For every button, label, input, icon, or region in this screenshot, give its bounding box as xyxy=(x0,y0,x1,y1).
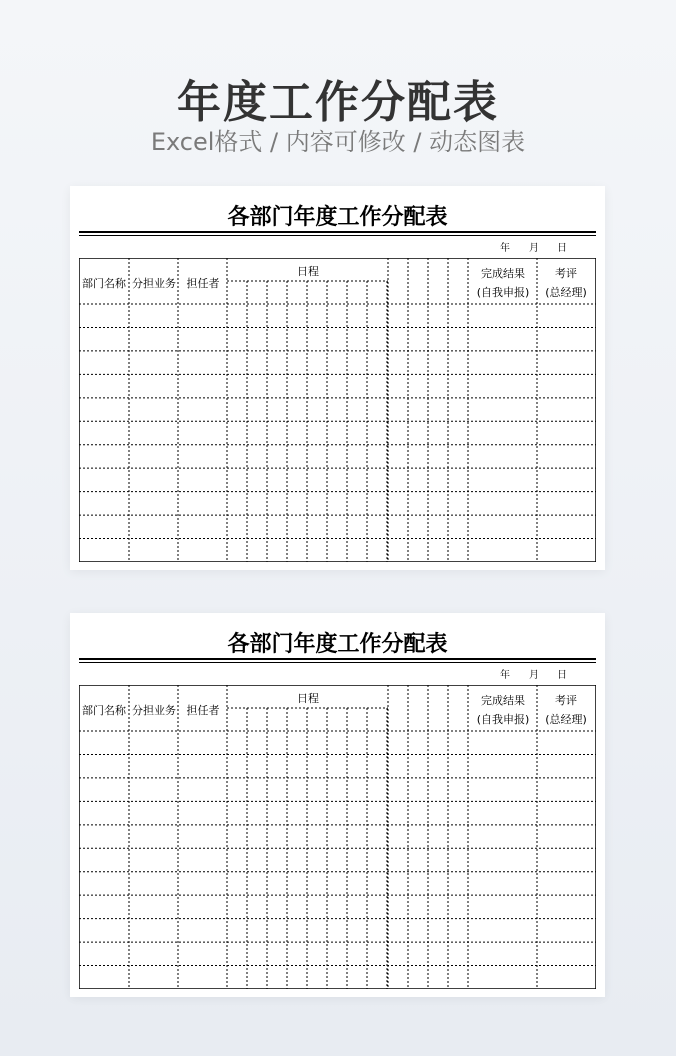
header-owner: 担任者 xyxy=(186,277,220,290)
table-grid xyxy=(79,258,596,562)
header-review: 考评 xyxy=(555,267,577,280)
date-day-label: 日 xyxy=(557,243,567,254)
table-grid xyxy=(79,685,596,989)
header-result-sub: (自我申报) xyxy=(476,713,530,726)
grid-lines xyxy=(79,685,596,989)
date-month-label: 月 xyxy=(529,670,539,681)
header-review-sub: (总经理) xyxy=(545,713,587,726)
date-year-label: 年 xyxy=(500,243,510,254)
date-day-label: 日 xyxy=(557,670,567,681)
sheet-title: 各部门年度工作分配表 xyxy=(227,631,448,657)
work-table xyxy=(79,685,596,989)
header-business: 分担业务 xyxy=(132,277,176,290)
header-business: 分担业务 xyxy=(132,704,176,717)
header-schedule: 日程 xyxy=(297,265,319,278)
header-result-sub: (自我申报) xyxy=(476,286,530,299)
sheet-preview-2[interactable] xyxy=(70,613,605,997)
sheet-title: 各部门年度工作分配表 xyxy=(227,204,448,230)
header-schedule: 日程 xyxy=(297,692,319,705)
header-result: 完成结果 xyxy=(481,694,525,707)
header-department: 部门名称 xyxy=(82,704,126,717)
page-title: 年度工作分配表 xyxy=(177,77,499,128)
title-rule-thin xyxy=(79,662,596,663)
header-department: 部门名称 xyxy=(82,277,126,290)
title-rule-thin xyxy=(79,235,596,236)
date-month-label: 月 xyxy=(529,243,539,254)
page-subtitle: Excel格式 / 内容可修改 / 动态图表 xyxy=(150,128,526,156)
header-owner: 担任者 xyxy=(186,704,220,717)
sheet-preview-1[interactable] xyxy=(70,186,605,570)
header-review: 考评 xyxy=(555,694,577,707)
title-rule xyxy=(79,658,596,660)
grid-lines xyxy=(79,258,596,562)
date-year-label: 年 xyxy=(500,670,510,681)
header-review-sub: (总经理) xyxy=(545,286,587,299)
work-table xyxy=(79,258,596,562)
header-result: 完成结果 xyxy=(481,267,525,280)
title-rule xyxy=(79,231,596,233)
